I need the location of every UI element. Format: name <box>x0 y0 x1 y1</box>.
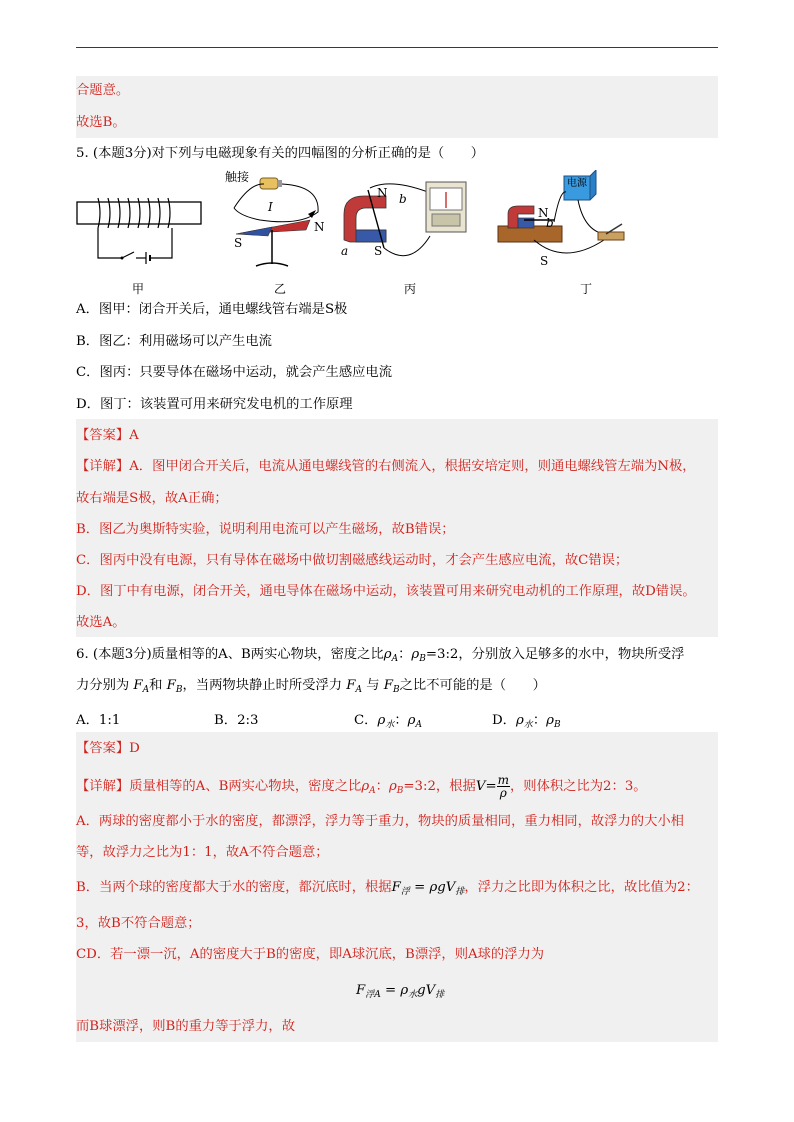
q5-option-a: A．图甲：闭合开关后，通电螺线管右端是S极 <box>76 302 348 317</box>
q5-fig-yi-S: S <box>234 236 243 250</box>
q6-option-a: A．1:1 <box>76 713 121 728</box>
q6-detail-4a: B．当两个球的密度都大于水的密度，都沉底时，根据 <box>76 880 392 895</box>
q5-option-b: B．图乙：利用磁场可以产生电流 <box>76 334 272 349</box>
q5-detail-line-4: C．图丙中没有电源，只有导体在磁场中做切割磁感线运动时，才会产生感应电流，故C错误； <box>76 553 629 568</box>
q5-fig-touch-label: 触接 <box>225 170 250 184</box>
q5-option-c: C．图丙：只要导体在磁场中运动，就会产生感应电流 <box>76 365 393 380</box>
q5-answer: 【答案】A <box>76 428 139 443</box>
q6-stem-line-2: 力分别为 $F_A$和 $F_B$，当两物块静止时所受浮力 $F_A$ 与 $F_B$之比不可能的是（ ） <box>76 678 546 695</box>
q6-detail-line-5: 3，故B不符合题意； <box>76 916 201 931</box>
q5-fig-bing-N: N <box>377 186 388 200</box>
header-rule <box>76 47 718 48</box>
q5-fig-yi-N: N <box>314 220 325 234</box>
q6-detail-line-2: A．两球的密度都小于水的密度，都漂浮，浮力等于重力，物块的质量相同，重力相同，故浮力的大小相 <box>76 814 684 829</box>
q5-fig-current-label: I <box>268 200 273 214</box>
q5-fig-bing-a: a <box>341 244 349 258</box>
q5-fig-ding-N: N <box>538 206 549 220</box>
q5-stem: 5. (本题3分)对下列与电磁现象有关的四幅图的分析正确的是（ ） <box>76 146 485 161</box>
q6-stem-2e: 之比不可能的是（ ） <box>399 678 546 693</box>
q5-fig-power-label: 电源 <box>567 178 587 189</box>
q5-detail-line-5: D．图丁中有电源，闭合开关，通电导体在磁场中运动，该装置可用来研究电动机的工作原理，故D错误。 <box>76 584 696 599</box>
q6-rho-a: $\rho_A$ <box>383 647 399 664</box>
q5-option-d: D．图丁：该装置可用来研究发电机的工作原理 <box>76 397 353 412</box>
q6-stem-2b: 和 <box>149 678 163 693</box>
q6-detail-tag: 【详解】 <box>76 779 130 794</box>
q6-detail-4b: ，浮力之比即为体积之比，故比值为2： <box>464 880 699 895</box>
q6-stem-2a: 力分别为 <box>76 678 130 693</box>
q6-stem-1b: =3:2，分别放入足够多的水中，物块所受浮 <box>425 647 685 662</box>
q5-fig-label-ding: 丁 <box>580 282 593 296</box>
q6-stem-1a: 6. (本题3分)质量相等的A、B两实心物块，密度之比 <box>76 647 384 662</box>
q5-figure-jia <box>76 194 204 272</box>
q6-stem-line-1: 6. (本题3分)质量相等的A、B两实心物块，密度之比$\rho_A$：$\rho_B=3:2$，分别放入足够多的水中，物块所受浮 <box>76 647 685 664</box>
q5-detail-tag: 【详解】 <box>76 459 130 474</box>
prev-line-2: 故选B。 <box>76 115 126 130</box>
prev-line-1: 合题意。 <box>76 83 130 98</box>
q6-detail-line-1: 【详解】质量相等的A、B两实心物块，密度之比$\rho_A$：$\rho_B=3:2$，根据V= $\frac{m}{\rho}$ ，则体积之比为2：3。 <box>76 773 647 800</box>
q5-detail-line-2: 故右端是S极，故A正确； <box>76 491 228 506</box>
q5-fig-bing-S: S <box>374 244 383 258</box>
q5-fig-bing-b: b <box>399 192 407 206</box>
prev-answer-block <box>76 76 718 138</box>
q6-stem-2c: ，当两物块静止时所受浮力 <box>182 678 343 693</box>
q6-rho-b: $\rho_B$ <box>411 647 426 664</box>
q5-fig-label-yi: 乙 <box>274 282 287 296</box>
q6-answer: 【答案】D <box>76 741 140 756</box>
q5-fig-ding-b: b <box>546 216 554 230</box>
q6-detail-line-6: CD．若一漂一沉，A的密度大于B的密度，即A球沉底，B漂浮，则A球的浮力为 <box>76 947 545 962</box>
q6-option-c: C．$\rho_水$：$\rho_A$ <box>354 713 422 730</box>
q5-fig-label-bing: 丙 <box>404 282 417 296</box>
q6-stem-2d: 与 <box>366 678 380 693</box>
q5-detail-line-6: 故选A。 <box>76 615 126 630</box>
q5-fig-ding-S: S <box>540 254 549 268</box>
q6-option-b: B．2:3 <box>214 713 259 728</box>
q6-detail-line-3: 等，故浮力之比为1：1，故A不符合题意； <box>76 845 329 860</box>
q6-detail-1b: =3:2，根据 <box>403 779 476 794</box>
q5-detail-text-1: A．图甲闭合开关后，电流从通电螺线管的右侧流入，根据安培定则，则通电螺线管左端为N极， <box>129 459 696 474</box>
q5-fig-label-jia: 甲 <box>132 282 145 296</box>
q6-option-d: D．$\rho_水$：$\rho_B$ <box>492 713 561 730</box>
q5-detail-line-1 <box>76 458 696 475</box>
q6-formula-v: $\frac{m}{\rho}$ <box>497 773 509 800</box>
q6-detail-line-4 <box>76 879 699 901</box>
q6-detail-line-7: 而B球漂浮，则B的重力等于浮力，故 <box>76 1019 295 1034</box>
q6-formula-fa: $F_{浮A} = \rho_水gV_排$ <box>356 983 445 1000</box>
q6-detail-1c: ，则体积之比为2：3。 <box>509 779 647 794</box>
q6-detail-1a: 质量相等的A、B两实心物块，密度之比 <box>129 779 362 794</box>
q6-formula-buoy: $F_浮 = \rho gV_排$ <box>391 880 465 897</box>
q5-detail-line-3: B．图乙为奥斯特实验，说明利用电流可以产生磁场，故B错误； <box>76 522 455 537</box>
